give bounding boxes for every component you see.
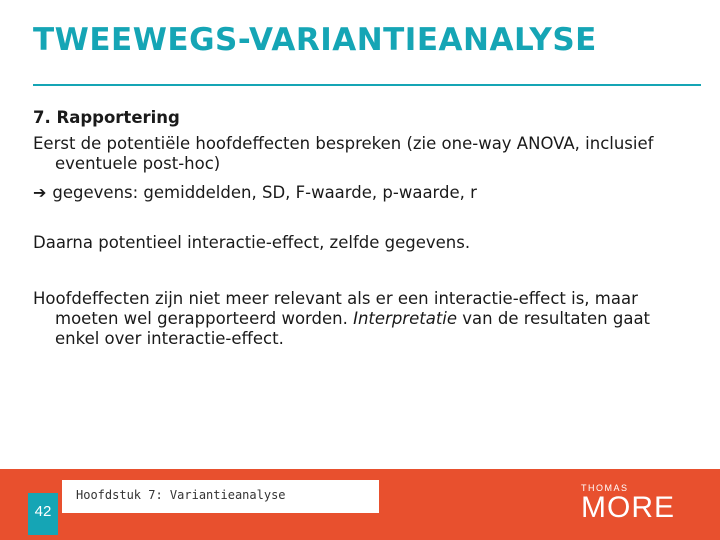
logo-top-text: THOMAS — [581, 483, 629, 493]
relevance-text-start: Hoofdeffecten zijn niet meer relevant als er een interactie-effect is, maar moeten wel gerapporteerd worden. — [33, 289, 638, 328]
paragraph-main-effects: Eerst de potentiële hoofdeffecten bespreken (zie one-way ANOVA, inclusief eventuele post-hoc) — [33, 134, 654, 173]
slide-title: TWEEWEGS-VARIANTIEANALYSE — [33, 22, 597, 58]
page-number-box — [28, 493, 58, 535]
thomas-more-logo — [581, 483, 691, 529]
paragraph-relevance — [33, 289, 673, 349]
paragraph-data-list — [33, 183, 673, 203]
data-list-text: gegevens: gemiddelden, SD, F-waarde, p-waarde, r — [52, 183, 477, 202]
logo-bottom-text: MORE — [581, 491, 675, 524]
footer-chapter-box — [62, 480, 379, 513]
relevance-emphasis: Interpretatie — [353, 309, 458, 328]
slide-content — [33, 108, 673, 349]
footer-chapter-label: Hoofdstuk 7: Variantieanalyse — [76, 488, 286, 502]
paragraph-interaction: Daarna potentieel interactie-effect, zelfde gegevens. — [33, 233, 471, 252]
relevance-text-end: van de resultaten gaat enkel over interactie-effect. — [55, 309, 651, 348]
arrow-right-icon: ➔ — [33, 183, 47, 202]
page-number: 42 — [34, 503, 52, 520]
footer-bar — [0, 469, 720, 540]
section-heading: 7. Rapportering — [33, 108, 180, 127]
title-divider — [33, 84, 701, 86]
